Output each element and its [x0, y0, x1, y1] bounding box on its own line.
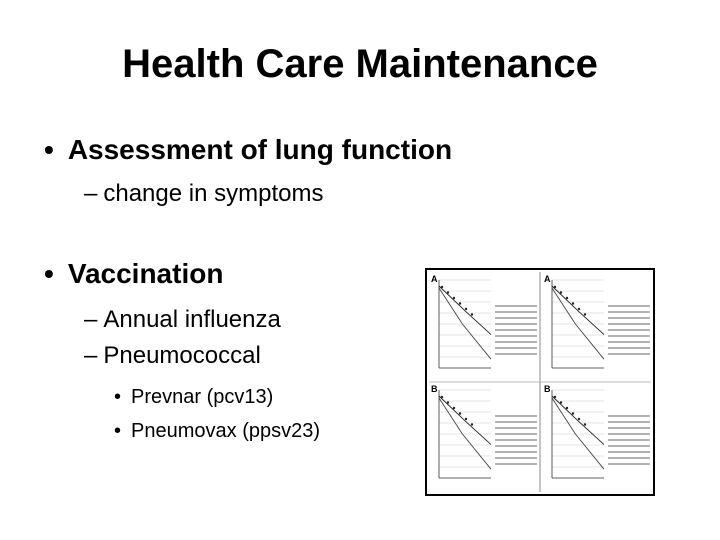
- panel-letter: B: [544, 384, 551, 394]
- curve-marker: [459, 412, 461, 414]
- curve-marker: [441, 396, 443, 398]
- curve-marker: [584, 423, 586, 425]
- curve-marker: [447, 401, 449, 403]
- curve-marker: [459, 302, 461, 304]
- curve-line: [552, 288, 604, 359]
- curve-marker: [441, 286, 443, 288]
- curve-marker: [465, 308, 467, 310]
- panel-letter: A: [431, 274, 438, 284]
- dash-icon: –: [84, 306, 98, 333]
- bullet-text: Assessment of lung function: [67, 134, 453, 165]
- panel-letter: A: [544, 274, 551, 284]
- panel-letter: B: [431, 384, 438, 394]
- sub-bullet-text: Pneumococcal: [103, 342, 261, 369]
- bullet-dot-icon: •: [44, 134, 54, 165]
- sub-bullet-text: change in symptoms: [103, 180, 324, 207]
- lung-function-figure-image: [425, 268, 655, 496]
- bullet-dot-icon: •: [114, 420, 122, 442]
- sub-sub-bullet-text: Prevnar (pcv13): [131, 386, 274, 408]
- sub-bullet-symptoms: [84, 180, 323, 208]
- sub-bullet-pneumococcal: [84, 342, 261, 370]
- curve-marker: [566, 407, 568, 409]
- curve-line: [439, 288, 491, 359]
- figure-graphic: [427, 270, 653, 494]
- curve-line: [552, 398, 604, 469]
- bullet-dot-icon: •: [44, 258, 54, 289]
- curve-marker: [471, 313, 473, 315]
- curve-marker: [572, 302, 574, 304]
- curve-marker: [554, 396, 556, 398]
- slide-title: Health Care Maintenance: [122, 42, 598, 86]
- sub-sub-bullet-text: Pneumovax (ppsv23): [131, 420, 320, 442]
- curve-marker: [554, 286, 556, 288]
- curve-marker: [578, 418, 580, 420]
- dash-icon: –: [84, 180, 98, 207]
- curve-marker: [566, 297, 568, 299]
- curve-marker: [572, 412, 574, 414]
- curve-marker: [453, 407, 455, 409]
- curve-line: [439, 398, 491, 469]
- bullet-dot-icon: •: [114, 386, 122, 408]
- curve-marker: [560, 401, 562, 403]
- curve-marker: [578, 308, 580, 310]
- sub-sub-bullet-pneumovax: [114, 420, 320, 443]
- bullet-vaccination: [44, 258, 223, 290]
- sub-bullet-text: Annual influenza: [103, 306, 281, 333]
- dash-icon: –: [84, 342, 98, 369]
- curve-marker: [465, 418, 467, 420]
- bullet-text: Vaccination: [67, 258, 224, 289]
- sub-sub-bullet-prevnar: [114, 386, 273, 409]
- curve-marker: [453, 297, 455, 299]
- curve-marker: [471, 423, 473, 425]
- curve-marker: [584, 313, 586, 315]
- sub-bullet-influenza: [84, 306, 281, 334]
- curve-marker: [447, 291, 449, 293]
- bullet-assessment: [44, 134, 452, 166]
- curve-marker: [560, 291, 562, 293]
